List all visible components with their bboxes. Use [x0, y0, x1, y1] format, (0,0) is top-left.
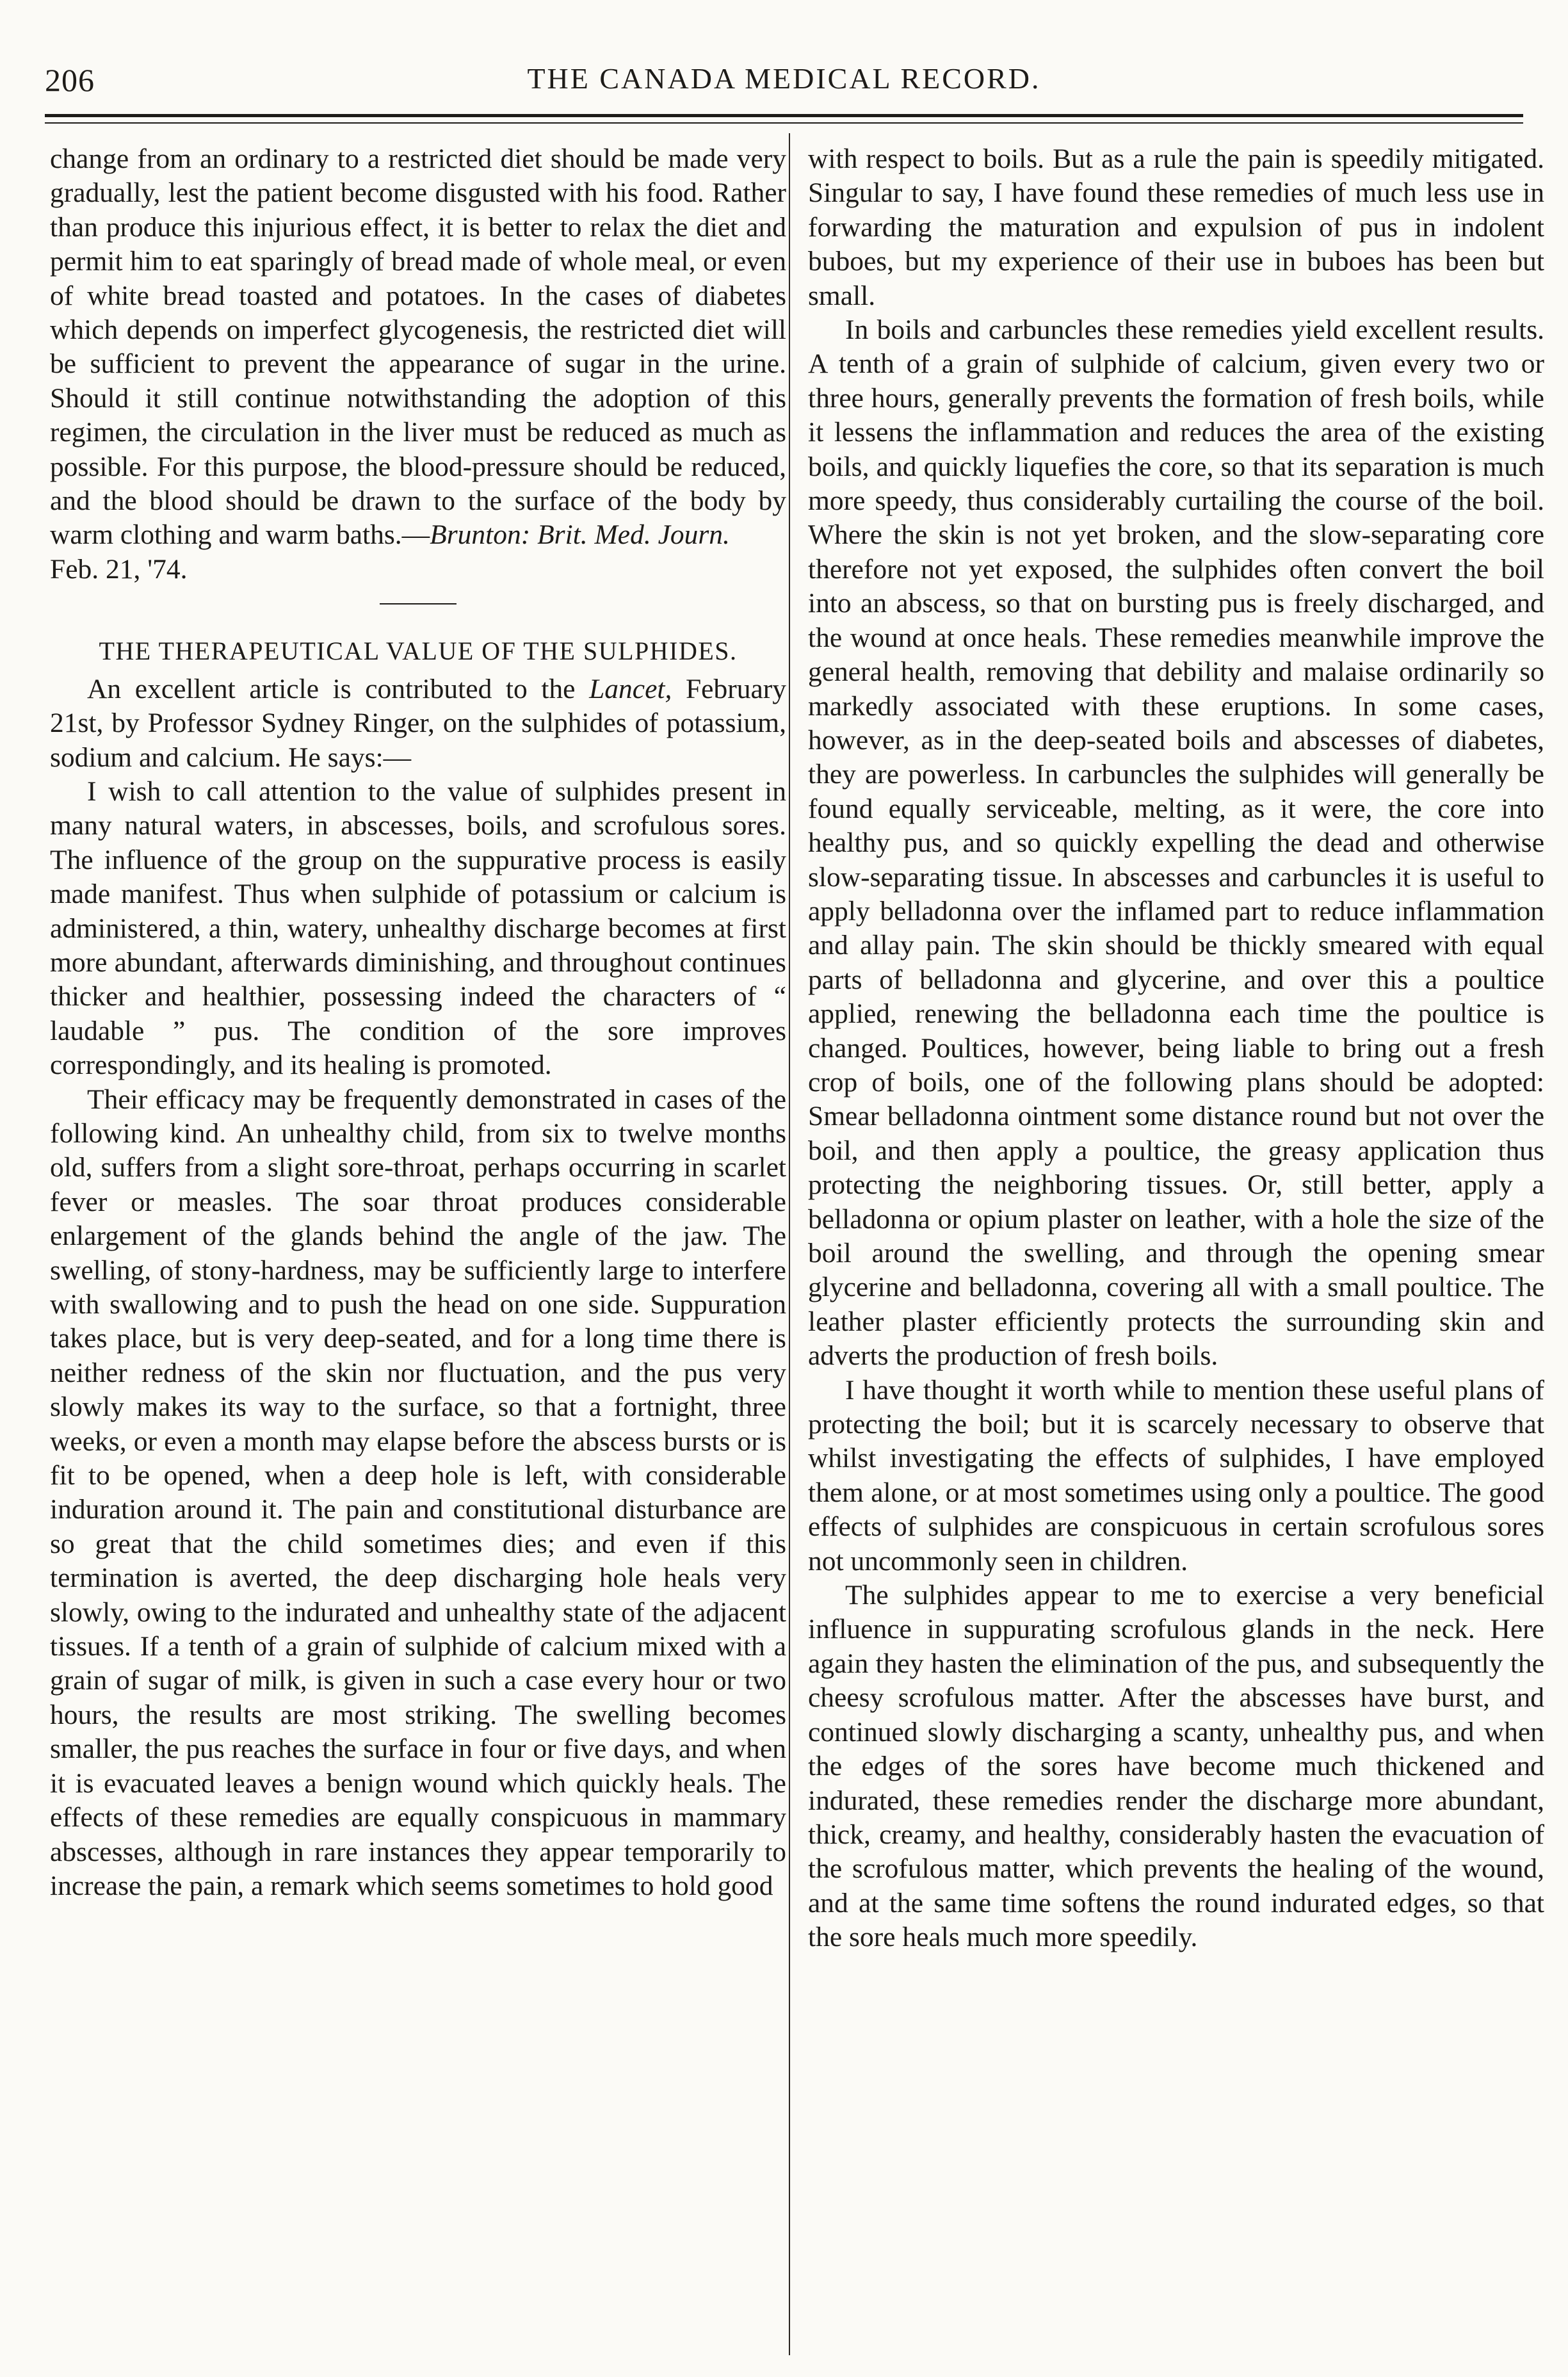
citation-date: Feb. 21, '74.: [50, 553, 188, 585]
diet-paragraph: [50, 142, 786, 587]
body-paragraph: with respect to boils. But as a rule the pain is speedily mitigated. Singular to say, I have found these remedies of much less use in forwarding the maturation and expulsion of pus in indolent buboes, but my experience of their use in buboes has been but small.: [808, 143, 1544, 311]
column-divider: [789, 133, 790, 2355]
intro-post: February 21st, by Professor Sydney Ringer, on the sulphides of potassium, sodium and calcium. He says:—: [50, 673, 786, 773]
journal-title: THE CANADA MEDICAL RECORD.: [527, 62, 1041, 95]
body-paragraph: I wish to call attention to the value of sulphides present in many natural waters, in abscesses, boils, and scrofulous sores. The influence of the group on the suppurative process is easily made manifest. Thus when sulphide of potassium or calcium is administered, a thin, watery, unhealthy discharge becomes at first more abundant, afterwards diminishing, and throughout continues thicker and healthier, possessing indeed the characters of “ laudable ” pus. The condition of the sore improves correspondingly, and its healing is promoted.: [50, 775, 786, 1081]
section-separator: [380, 603, 457, 604]
header-rule-thick: [45, 114, 1523, 117]
page-header: [45, 61, 1523, 106]
citation: Brunton: Brit. Med. Journ.: [430, 519, 730, 551]
header-rule-thin: [45, 122, 1523, 124]
right-column: [808, 142, 1544, 1955]
body-paragraph: In boils and carbuncles these remedies yield excellent results. A tenth of a grain of sulphide of calcium, given every two or three hours, generally prevents the formation of fresh boils, while it lessens the inflammation and reduces the area of the existing boils, and quickly liquefies the core, so that its separation is much more speedy, thus considerably curtailing the course of the boil. Where the skin is not yet broken, and the slow-separating core therefore not yet exposed, the sulphides often convert the boil into an abscess, so that on bursting pus is freely discharged, and the wound at once heals. These remedies meanwhile improve the general health, removing that debility and malaise ordinarily so markedly associated with these eruptions. In some cases, however, as in the deep-seated boils and abscesses of diabetes, they are powerless. In carbuncles the sulphides will generally be found equally serviceable, melting, as it were, the core into healthy pus, and so quickly expelling the dead and otherwise slow-separating tissue. In abscesses and carbuncles it is useful to apply belladonna over the inflamed part to reduce inflammation and allay pain. The skin should be thickly smeared with equal parts of belladonna and glycerine, and over this a poultice applied, renewing the belladonna each time the poultice is changed. Poultices, however, being liable to bring out a fresh crop of boils, one of the following plans should be adopted: Smear belladonna ointment some distance round but not over the boil, and then apply a poultice, the greasy application thus protecting the neighboring tissues. Or, still better, apply a belladonna or opium plaster on leather, with a hole the size of the boil around the swelling, and through the opening smear glycerine and belladonna, covering all with a small poultice. The leather plaster efficiently protects the surrounding skin and adverts the production of fresh boils.: [808, 314, 1544, 1372]
page-number: 206: [45, 62, 95, 98]
intro-paragraph: [50, 672, 786, 775]
body-paragraph: The sulphides appear to me to exercise a very beneficial influence in suppurating scrofulous glands in the neck. Here again they hasten the elimination of the pus, and subsequently the cheesy scrofulous matter. After the abscesses have burst, and continued slowly discharging a scanty, unhealthy pus, and when the edges of the sores have become much thickened and indurated, these remedies render the discharge more abundant, thick, creamy, and healthy, considerably hasten the evacuation of the scrofulous matter, which prevents the healing of the wound, and at the same time softens the round indurated edges, so that the sore heals much more speedily.: [808, 1580, 1544, 1953]
body-paragraph: I have thought it worth while to mention these useful plans of protecting the boil; but it is scarcely necessary to observe that whilst investigating the effects of sulphides, I have employed them alone, or at most sometimes using only a poultice. The good effects of sulphides are conspicuous in certain scrofulous sores not uncommonly seen in children.: [808, 1374, 1544, 1577]
section-heading: THE THERAPEUTICAL VALUE OF THE SULPHIDES.: [99, 637, 738, 666]
body-paragraph: Their efficacy may be frequently demonstrated in cases of the following kind. An unhealthy child, from six to twelve months old, suffers from a slight sore-throat, perhaps occurring in scarlet fever or measles. The soar throat produces considerable enlargement of the glands behind the angle of the jaw. The swelling, of stony-hardness, may be sufficiently large to interfere with swallowing and to push the head on one side. Suppuration takes place, but is very deep-seated, and for a long time there is neither redness of the skin nor fluctuation, and the pus very slowly makes its way to the surface, so that a fortnight, three weeks, or even a month may elapse before the abscess bursts or is fit to be opened, when a deep hole is left, with considerable induration around it. The pain and constitutional disturbance are so great that the child sometimes dies; and even if this termination is averted, the deep discharging hole heals very slowly, owing to the indurated and unhealthy state of the adjacent tissues. If a tenth of a grain of sulphide of calcium mixed with a grain of sugar of milk, is given in such a case every hour or two hours, the results are most striking. The swelling becomes smaller, the pus reaches the surface in four or five days, and when it is evacuated leaves a benign wound which quickly heals. The effects of these remedies are equally conspicuous in mammary abscesses, although in rare instances they appear temporarily to increase the pain, a remark which seems sometimes to hold good: [50, 1083, 786, 1901]
source-journal: Lancet,: [589, 673, 672, 704]
diet-text: change from an ordinary to a restricted diet should be made very gradually, lest the patient become disgusted with his food. Rather than produce this injurious effect, it is better to relax the diet and permit him to eat sparingly of bread made of whole meal, or even of white bread toasted and potatoes. In the cases of diabetes which depends on imperfect glycogenesis, the restricted diet will be sufficient to prevent the appearance of sugar in the urine. Should it still continue notwithstanding the adoption of this regimen, the circulation in the liver must be reduced as much as possible. For this purpose, the blood-pressure should be reduced, and the blood should be drawn to the surface of the body by warm clothing and warm baths.—: [50, 143, 786, 551]
intro-pre: An excellent article is contributed to the: [87, 673, 590, 704]
left-column: [50, 142, 786, 1903]
